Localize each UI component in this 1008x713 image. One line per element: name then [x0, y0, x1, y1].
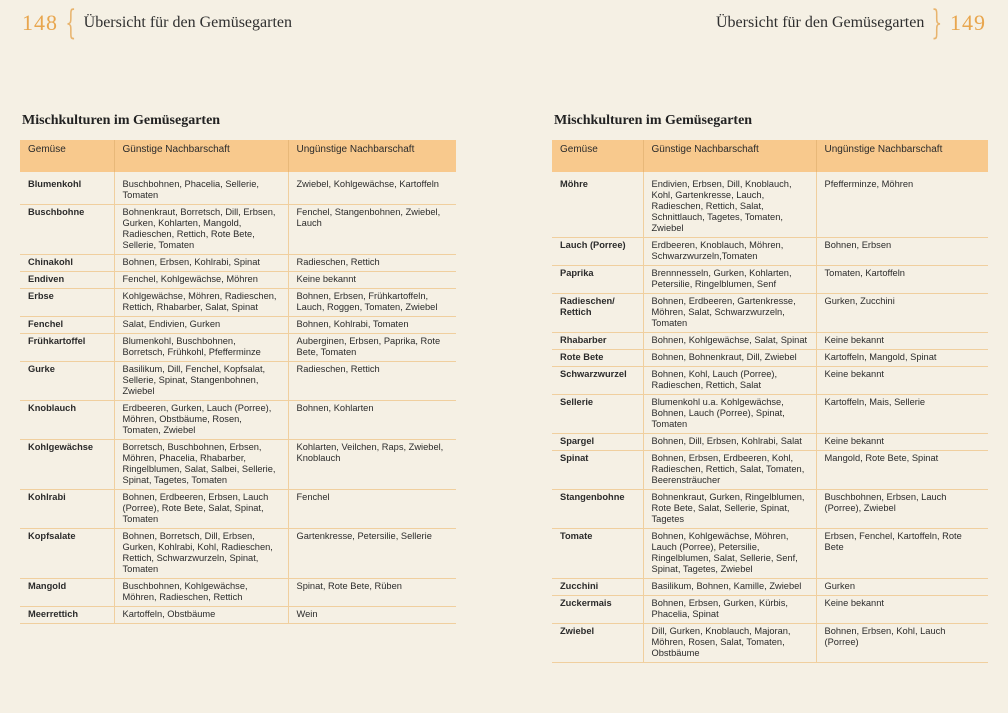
vegetable-cell: Kohlrabi [20, 490, 114, 529]
bad-neighbors-cell: Kohlarten, Veilchen, Raps, Zwiebel, Knoblauch [288, 440, 456, 490]
bad-neighbors-cell: Auberginen, Erbsen, Paprika, Rote Bete, Tomaten [288, 334, 456, 362]
table-row [552, 596, 988, 624]
vegetable-cell: Zucchini [552, 579, 643, 596]
good-neighbors-cell: Fenchel, Kohlgewächse, Möhren [114, 272, 288, 289]
table-row [552, 529, 988, 579]
vegetable-cell: Zuckermais [552, 596, 643, 624]
vegetable-cell: Blumenkohl [28, 179, 82, 189]
good-neighbors-cell: Brennnesseln, Gurken, Kohlarten, Petersilie, Ringelblumen, Senf [643, 266, 816, 294]
good-neighbors-cell: Bohnen, Kohlgewächse, Möhren, Lauch (Porree), Petersilie, Ringelblumen, Salat, Sellerie, Senf, Spinat, Tagetes, Zwiebel [643, 529, 816, 579]
vegetable-cell: Spinat [552, 451, 643, 490]
running-title: Übersicht für den Gemüsegarten [715, 14, 925, 31]
bad-neighbors-cell: Fenchel [288, 490, 456, 529]
bad-neighbors-cell: Keine bekannt [816, 367, 988, 395]
vegetable-cell: Lauch (Porree) [552, 238, 643, 266]
right-page [504, 0, 1008, 713]
bad-neighbors-cell: Keine bekannt [816, 596, 988, 624]
vegetable-cell: Kopfsalate [20, 529, 114, 579]
ornament-brace-icon: } [931, 3, 943, 43]
vegetable-cell: Schwarzwurzel [552, 367, 643, 395]
page-number: 148 [22, 10, 58, 35]
column-header-good-neighbors: Günstige Nachbarschaft [643, 140, 816, 172]
table-row [552, 333, 988, 350]
good-neighbors-cell: Erdbeeren, Knoblauch, Möhren, Schwarzwurzeln,Tomaten [643, 238, 816, 266]
bad-neighbors-cell: Gurken [816, 579, 988, 596]
table-row [552, 624, 988, 663]
good-neighbors-cell: Erdbeeren, Gurken, Lauch (Porree), Möhren, Obstbäume, Rosen, Tomaten, Zwiebel [114, 401, 288, 440]
table-row [20, 289, 456, 317]
bad-neighbors-cell: Bohnen, Erbsen, Kohl, Lauch (Porree) [816, 624, 988, 663]
good-neighbors-cell: Kartoffeln, Obstbäume [114, 607, 288, 624]
column-header-vegetable: Gemüse [20, 140, 114, 172]
good-neighbors-cell: Blumenkohl u.a. Kohlgewächse, Bohnen, Lauch (Porree), Spinat, Tomaten [643, 395, 816, 434]
bad-neighbors-cell: Kartoffeln, Mais, Sellerie [816, 395, 988, 434]
good-neighbors-cell: Bohnen, Erbsen, Kohlrabi, Spinat [114, 255, 288, 272]
table-row [20, 490, 456, 529]
table-row [20, 317, 456, 334]
vegetable-cell: Rhabarber [552, 333, 643, 350]
table-row [20, 529, 456, 579]
companion-planting-table [20, 140, 456, 624]
running-title: Übersicht für den Gemüsegarten [83, 14, 293, 31]
bad-neighbors-cell: Keine bekannt [816, 333, 988, 350]
right-page-header [715, 3, 986, 43]
table-row [20, 607, 456, 624]
bad-neighbors-cell: Bohnen, Kohlarten [288, 401, 456, 440]
bad-neighbors-cell: Tomaten, Kartoffeln [816, 266, 988, 294]
good-neighbors-cell: Buschbohnen, Phacelia, Sellerie, Tomaten [114, 172, 288, 205]
good-neighbors-cell: Salat, Endivien, Gurken [114, 317, 288, 334]
bad-neighbors-cell: Spinat, Rote Bete, Rüben [288, 579, 456, 607]
good-neighbors-cell: Kohlgewächse, Möhren, Radieschen, Rettich, Rhabarber, Salat, Spinat [114, 289, 288, 317]
bad-neighbors-cell: Wein [288, 607, 456, 624]
vegetable-cell: Endiven [20, 272, 114, 289]
bad-neighbors-cell: Bohnen, Erbsen [816, 238, 988, 266]
good-neighbors-cell: Bohnen, Dill, Erbsen, Kohlrabi, Salat [643, 434, 816, 451]
vegetable-cell: Meerrettich [20, 607, 114, 624]
table-row [552, 294, 988, 333]
vegetable-cell: Spargel [552, 434, 643, 451]
table-row [20, 272, 456, 289]
section-title: Mischkulturen im Gemüsegarten [554, 113, 753, 128]
vegetable-cell: Paprika [552, 266, 643, 294]
vegetable-cell: Stangenbohne [552, 490, 643, 529]
bad-neighbors-cell: Zwiebel, Kohlgewächse, Kartoffeln [288, 172, 456, 205]
good-neighbors-cell: Bohnen, Kohl, Lauch (Porree), Radieschen, Rettich, Salat [643, 367, 816, 395]
vegetable-cell: Erbse [20, 289, 114, 317]
bad-neighbors-cell: Kartoffeln, Mangold, Spinat [816, 350, 988, 367]
good-neighbors-cell: Bohnen, Kohlgewächse, Salat, Spinat [643, 333, 816, 350]
vegetable-cell: Kohlgewächse [20, 440, 114, 490]
good-neighbors-cell: Blumenkohl, Buschbohnen, Borretsch, Frühkohl, Pfefferminze [114, 334, 288, 362]
good-neighbors-cell: Buschbohnen, Kohlgewächse, Möhren, Radieschen, Rettich [114, 579, 288, 607]
table-row [552, 434, 988, 451]
bad-neighbors-cell: Keine bekannt [288, 272, 456, 289]
page-number: 149 [950, 10, 986, 35]
bad-neighbors-cell: Buschbohnen, Erbsen, Lauch (Porree), Zwiebel [816, 490, 988, 529]
vegetable-cell: Rote Bete [552, 350, 643, 367]
bad-neighbors-cell: Bohnen, Kohlrabi, Tomaten [288, 317, 456, 334]
vegetable-cell: Buschbohne [20, 205, 114, 255]
bad-neighbors-cell: Gurken, Zucchini [816, 294, 988, 333]
good-neighbors-cell: Borretsch, Buschbohnen, Erbsen, Möhren, Phacelia, Rhabarber, Ringelblumen, Salat, Salbei, Sellerie, Spinat, Tagetes, Tomaten [114, 440, 288, 490]
bad-neighbors-cell: Bohnen, Erbsen, Frühkartoffeln, Lauch, Roggen, Tomaten, Zwiebel [288, 289, 456, 317]
table-header-row [20, 140, 456, 172]
bad-neighbors-cell: Pfefferminze, Möhren [816, 172, 988, 238]
table-row [20, 334, 456, 362]
table-row [20, 172, 456, 205]
good-neighbors-cell: Bohnenkraut, Gurken, Ringelblumen, Rote Bete, Salat, Sellerie, Spinat, Tagetes [643, 490, 816, 529]
bad-neighbors-cell: Mangold, Rote Bete, Spinat [816, 451, 988, 490]
column-header-bad-neighbors: Ungünstige Nachbarschaft [288, 140, 456, 172]
table-row [20, 579, 456, 607]
bad-neighbors-cell: Gartenkresse, Petersilie, Sellerie [288, 529, 456, 579]
column-header-bad-neighbors: Ungünstige Nachbarschaft [816, 140, 988, 172]
good-neighbors-cell: Basilikum, Dill, Fenchel, Kopfsalat, Sellerie, Spinat, Stangenbohnen, Zwiebel [114, 362, 288, 401]
table-row [20, 205, 456, 255]
good-neighbors-cell: Bohnenkraut, Borretsch, Dill, Erbsen, Gurken, Kohlarten, Mangold, Radieschen, Rettich, Rote Bete, Sellerie, Tomaten [114, 205, 288, 255]
vegetable-cell: Zwiebel [552, 624, 643, 663]
left-page-header [22, 3, 293, 43]
vegetable-cell: Gurke [20, 362, 114, 401]
companion-planting-table [552, 140, 988, 663]
table-row [552, 367, 988, 395]
ornament-brace-icon: { [65, 3, 77, 43]
vegetable-cell: Sellerie [552, 395, 643, 434]
good-neighbors-cell: Bohnen, Erdbeeren, Erbsen, Lauch (Porree), Rote Bete, Salat, Spinat, Tomaten [114, 490, 288, 529]
good-neighbors-cell: Bohnen, Erbsen, Erdbeeren, Kohl, Radieschen, Rettich, Salat, Tomaten, Beerensträucher [643, 451, 816, 490]
table-row [20, 440, 456, 490]
good-neighbors-cell: Bohnen, Erdbeeren, Gartenkresse, Möhren, Salat, Schwarzwurzeln, Tomaten [643, 294, 816, 333]
table-row [552, 451, 988, 490]
good-neighbors-cell: Dill, Gurken, Knoblauch, Majoran, Möhren, Rosen, Salat, Tomaten, Obstbäume [643, 624, 816, 663]
table-row [552, 238, 988, 266]
table-row [552, 350, 988, 367]
vegetable-cell: Radieschen/ Rettich [552, 294, 643, 333]
good-neighbors-cell: Basilikum, Bohnen, Kamille, Zwiebel [643, 579, 816, 596]
table-row [552, 490, 988, 529]
column-header-vegetable: Gemüse [552, 140, 643, 172]
vegetable-cell: Knoblauch [20, 401, 114, 440]
good-neighbors-cell: Bohnen, Bohnenkraut, Dill, Zwiebel [643, 350, 816, 367]
vegetable-cell: Mangold [20, 579, 114, 607]
bad-neighbors-cell: Fenchel, Stangenbohnen, Zwiebel, Lauch [288, 205, 456, 255]
vegetable-cell: Chinakohl [20, 255, 114, 272]
good-neighbors-cell: Endivien, Erbsen, Dill, Knoblauch, Kohl, Gartenkresse, Lauch, Radieschen, Rettich, Salat, Schnittlauch, Tagetes, Tomaten, Zwiebel [643, 172, 816, 238]
table-header-row [552, 140, 988, 172]
vegetable-cell: Tomate [552, 529, 643, 579]
bad-neighbors-cell: Radieschen, Rettich [288, 255, 456, 272]
table-row [552, 172, 988, 238]
column-header-good-neighbors: Günstige Nachbarschaft [114, 140, 288, 172]
vegetable-cell: Fenchel [20, 317, 114, 334]
table-row [20, 362, 456, 401]
table-row [20, 401, 456, 440]
table-row [552, 395, 988, 434]
table-row [552, 266, 988, 294]
bad-neighbors-cell: Erbsen, Fenchel, Kartoffeln, Rote Bete [816, 529, 988, 579]
table-row [552, 579, 988, 596]
vegetable-cell: Möhre [560, 179, 588, 189]
bad-neighbors-cell: Keine bekannt [816, 434, 988, 451]
good-neighbors-cell: Bohnen, Erbsen, Gurken, Kürbis, Phacelia, Spinat [643, 596, 816, 624]
section-title: Mischkulturen im Gemüsegarten [22, 113, 221, 128]
bad-neighbors-cell: Radieschen, Rettich [288, 362, 456, 401]
table-row [20, 255, 456, 272]
vegetable-cell: Frühkartoffel [20, 334, 114, 362]
good-neighbors-cell: Bohnen, Borretsch, Dill, Erbsen, Gurken, Kohlrabi, Kohl, Radieschen, Rettich, Schwarzwurzeln, Spinat, Tomaten [114, 529, 288, 579]
